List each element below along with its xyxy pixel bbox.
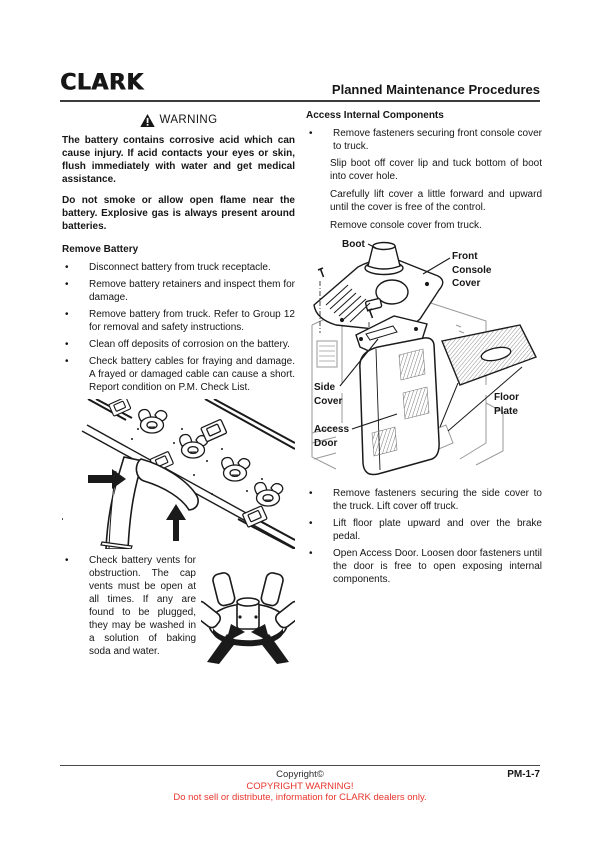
vent-note-text: Check battery vents for obstruction. The cap vents must be open at all times. If any are found to be plugged, they may be washed in a solution of baking soda and water. — [89, 555, 196, 657]
bullet-marker: • — [309, 518, 313, 529]
list-item — [62, 261, 295, 274]
float-spacer — [294, 554, 295, 566]
vent-cap-figure — [201, 566, 295, 664]
vent-cap-illustration — [201, 566, 295, 664]
bullet-marker: • — [65, 262, 69, 273]
bullet-marker: • — [65, 339, 69, 350]
diagram-label-floor-plate: Floor Plate — [494, 392, 519, 417]
list-item — [62, 338, 295, 351]
sub-paragraph: Slip boot off cover lip and tuck bottom of boot into cover hole. — [330, 158, 542, 182]
battery-top-illustration — [62, 399, 295, 549]
page-number: PM-1-7 — [507, 769, 540, 780]
list-item-text: Remove battery from truck. Refer to Group 12 for removal and safety instructions. — [89, 309, 295, 333]
diagram-label-access-door: Access Door — [314, 424, 350, 449]
list-item — [306, 127, 542, 153]
list-item-text: Open Access Door. Loosen door fasteners until the door is free to open exposing internal components. — [333, 548, 543, 585]
diagram-label-boot: Boot — [342, 239, 365, 250]
left-column — [62, 114, 295, 668]
list-item — [306, 547, 542, 586]
section-heading-access-internal: Access Internal Components — [306, 110, 444, 121]
sub-paragraph: Carefully lift cover a little forward and upward until the cover is free of the control. — [330, 189, 542, 213]
access-door-art — [360, 338, 439, 475]
distribution-notice-line: Do not sell or distribute, information for CLARK dealers only. — [173, 792, 427, 803]
warning-label: WARNING — [159, 114, 218, 126]
copyright-warning-line: COPYRIGHT WARNING! — [246, 780, 354, 792]
list-item-text: Remove fasteners securing front console cover to truck. — [333, 128, 542, 152]
warning-triangle-icon — [140, 114, 155, 127]
diagram-label-front-console-cover: Front Console Cover — [452, 251, 492, 289]
diagram-label-side-cover: Side Cover — [314, 382, 343, 407]
warning-heading — [62, 114, 295, 127]
list-item — [62, 278, 295, 304]
warning-paragraph: Do not smoke or allow open flame near the battery. Explosive gas is always present around batteries. — [62, 195, 295, 232]
list-item — [62, 308, 295, 334]
section-heading-remove-battery: Remove Battery — [62, 244, 139, 255]
list-item-text: Disconnect battery from truck receptacle. — [89, 262, 271, 273]
battery-cables — [101, 457, 198, 549]
list-item — [62, 554, 295, 664]
footer-rule — [60, 765, 540, 766]
copyright-line: Copyright© — [276, 769, 324, 780]
list-item-text: Check battery cables for fraying and damage. A frayed or damaged cable can cause a short. Report condition on P.M. Check List. — [89, 356, 295, 393]
list-item — [306, 517, 542, 543]
header-rule — [60, 100, 540, 102]
clark-logo: CLARK — [60, 69, 144, 96]
bullet-marker: • — [309, 128, 313, 139]
bullet-marker: • — [65, 279, 69, 290]
list-item-text: Lift floor plate upward and over the brake pedal. — [333, 518, 542, 542]
bullet-marker: • — [309, 488, 313, 499]
right-column — [306, 109, 542, 590]
bullet-marker: • — [65, 309, 69, 320]
warning-paragraph: The battery contains corrosive acid which can cause injury. If acid contacts your eyes or skin, flush immediately with water and get medical assistance. — [62, 135, 295, 185]
front-console-cover-art — [314, 243, 443, 331]
list-item-text: Remove fasteners securing the side cover to the truck. Lift cover off truck. — [333, 488, 542, 512]
sub-paragraph: Remove console cover from truck. — [330, 220, 482, 231]
list-item-text: Remove battery retainers and inspect them for damage. — [89, 279, 295, 303]
list-item — [306, 487, 542, 513]
bullet-marker: • — [65, 555, 69, 566]
console-exploded-diagram — [306, 237, 542, 480]
bullet-marker: • — [65, 356, 69, 367]
page-title: Planned Maintenance Procedures — [331, 82, 540, 97]
list-item-text: Clean off deposits of corrosion on the battery. — [89, 339, 290, 350]
list-item — [62, 355, 295, 394]
bullet-marker: • — [309, 548, 313, 559]
list-item-text — [89, 554, 295, 664]
